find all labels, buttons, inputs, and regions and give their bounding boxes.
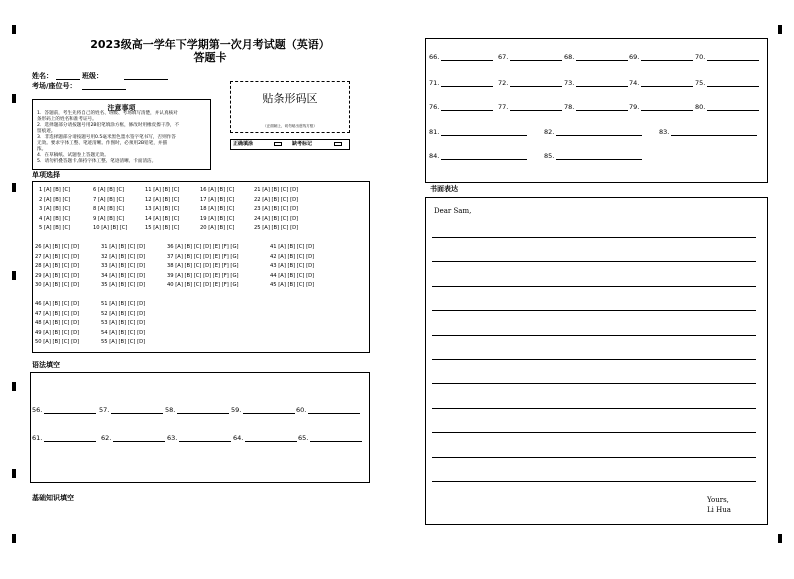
grammar-item-blank[interactable]: [44, 413, 96, 414]
basic-item-number: 68.: [564, 53, 575, 61]
basic-item-blank[interactable]: [576, 60, 628, 61]
barcode-title: 贴条形码区: [262, 92, 318, 105]
basic-item-blank[interactable]: [510, 86, 562, 87]
basic-item-blank[interactable]: [707, 110, 759, 111]
grammar-item-number: 65.: [298, 434, 309, 442]
basic-item: [695, 80, 759, 87]
mc-question[interactable]: 26 [A] [B] [C] [D]: [35, 244, 80, 250]
mc-question[interactable]: 39 [A] [B] [C] [D] [E] [F] [G]: [167, 272, 239, 279]
mc-question[interactable]: 12 [A] [B] [C]: [145, 196, 180, 203]
basic-item: [544, 153, 642, 160]
mc-question[interactable]: 20 [A] [B] [C]: [200, 225, 235, 231]
basic-item-blank[interactable]: [556, 159, 642, 160]
basic-item-number: 85.: [544, 152, 555, 160]
mc-question[interactable]: 24 [A] [B] [C] [D]: [254, 215, 299, 222]
basic-item: [629, 104, 693, 111]
basic-item: [629, 54, 693, 61]
basic-item-blank[interactable]: [441, 86, 493, 87]
notice-line: 留痕迹。: [37, 129, 56, 134]
writing-line[interactable]: [432, 359, 756, 360]
mc-question[interactable]: 45 [A] [B] [C] [D]: [270, 282, 315, 288]
basic-item: [498, 104, 562, 111]
mc-question[interactable]: 22 [A] [B] [C] [D]: [254, 196, 299, 203]
mc-question[interactable]: 42 [A] [B] [C] [D]: [270, 253, 315, 260]
mc-question[interactable]: 6 [A] [B] [C]: [93, 187, 125, 193]
basic-item-blank[interactable]: [441, 135, 527, 136]
basic-item: [564, 80, 628, 87]
mc-question[interactable]: 9 [A] [B] [C]: [93, 215, 125, 222]
grammar-item-number: 58.: [165, 406, 176, 414]
basic-item: [695, 104, 759, 111]
registration-mark: [12, 534, 16, 543]
class-field[interactable]: [124, 79, 168, 80]
grammar-item: [32, 435, 96, 442]
registration-mark: [12, 271, 16, 280]
mc-question[interactable]: 1 [A] [B] [C]: [39, 187, 71, 193]
mc-question[interactable]: 7 [A] [B] [C]: [93, 196, 125, 203]
mc-question[interactable]: 30 [A] [B] [C] [D]: [35, 282, 80, 288]
notice-line: 2．选择题部分请按题号用2B铅笔填涂方框，修改时用橡皮擦干净，不: [37, 123, 180, 128]
exam-title: 2023级高一学年下学期第一次月考试题（英语）: [90, 38, 330, 51]
basic-item-number: 66.: [429, 53, 440, 61]
registration-mark: [778, 534, 782, 543]
basic-item-number: 74.: [629, 79, 640, 87]
notice-line: 无效。要求字体工整、笔迹清晰。作图时，必须用2B铅笔，并描: [37, 141, 168, 146]
basic-item-number: 76.: [429, 103, 440, 111]
mc-question[interactable]: 11 [A] [B] [C]: [145, 187, 180, 193]
mc-question[interactable]: 48 [A] [B] [C] [D]: [35, 320, 80, 326]
fill-legend: [230, 139, 350, 150]
mc-question[interactable]: 49 [A] [B] [C] [D]: [35, 329, 80, 336]
writing-line[interactable]: [432, 432, 756, 433]
mc-question[interactable]: 33 [A] [B] [C] [D]: [101, 263, 146, 269]
writing-line[interactable]: [432, 261, 756, 262]
registration-mark: [778, 25, 782, 34]
basic-item-number: 81.: [429, 128, 440, 136]
writing-line[interactable]: [432, 457, 756, 458]
barcode-area: [230, 81, 350, 133]
grammar-item-blank[interactable]: [245, 441, 297, 442]
basic-item: [659, 129, 757, 136]
basic-item: [629, 80, 693, 87]
registration-mark: [12, 25, 16, 34]
grammar-item: [233, 435, 297, 442]
mc-question[interactable]: 17 [A] [B] [C]: [200, 196, 235, 203]
notice-title: 注意事项: [107, 104, 136, 112]
writing-line[interactable]: [432, 310, 756, 311]
correct-fill-sample: [274, 142, 282, 146]
basic-item-number: 73.: [564, 79, 575, 87]
basic-item: [429, 129, 527, 136]
basic-section-label: 基础知识填空: [32, 494, 74, 502]
basic-item-number: 71.: [429, 79, 440, 87]
basic-item-blank[interactable]: [641, 110, 693, 111]
notice-line: 1．答题前，考生先将自己的姓名、班级、考场填写清楚，并认真核对: [37, 111, 178, 116]
basic-item-number: 72.: [498, 79, 509, 87]
grammar-item: [231, 407, 295, 414]
registration-mark: [12, 183, 16, 192]
mc-question[interactable]: 54 [A] [B] [C] [D]: [101, 329, 146, 336]
basic-item: [429, 104, 493, 111]
basic-item: [429, 54, 493, 61]
answer-card-subtitle: 答题卡: [193, 51, 227, 64]
grammar-item-number: 59.: [231, 406, 242, 414]
mc-question[interactable]: 3 [A] [B] [C]: [39, 206, 71, 212]
grammar-item-number: 63.: [167, 434, 178, 442]
basic-item-blank[interactable]: [556, 135, 642, 136]
class-label: 班级：: [82, 72, 103, 80]
letter-signature: Li Hua: [707, 506, 731, 514]
barcode-instruction: （正面朝上，切勿贴出虚线方框）: [263, 124, 317, 128]
basic-item: [695, 54, 759, 61]
basic-item: [564, 54, 628, 61]
basic-item-number: 80.: [695, 103, 706, 111]
basic-item-number: 75.: [695, 79, 706, 87]
grammar-item-number: 57.: [99, 406, 110, 414]
writing-line[interactable]: [432, 408, 756, 409]
basic-item-blank[interactable]: [510, 110, 562, 111]
mc-question[interactable]: 51 [A] [B] [C] [D]: [101, 301, 146, 307]
basic-item: [498, 80, 562, 87]
basic-item-blank[interactable]: [441, 159, 527, 160]
room-seat-field[interactable]: [82, 89, 126, 90]
mc-question[interactable]: 23 [A] [B] [C] [D]: [254, 206, 299, 212]
room-seat-label: 考场/座位号：: [32, 82, 77, 90]
basic-item-number: 83.: [659, 128, 670, 136]
mc-question[interactable]: 41 [A] [B] [C] [D]: [270, 244, 315, 250]
basic-item-number: 84.: [429, 152, 440, 160]
mc-question[interactable]: 15 [A] [B] [C]: [145, 225, 180, 231]
grammar-item-blank[interactable]: [308, 413, 360, 414]
notice-line: 4．在草稿纸、试题卷上答题无效。: [37, 153, 109, 158]
grammar-item-blank[interactable]: [179, 441, 231, 442]
absent-mark-box[interactable]: [334, 142, 342, 146]
basic-item-number: 82.: [544, 128, 555, 136]
writing-section-label: 书面表达: [430, 185, 458, 193]
mc-question[interactable]: 38 [A] [B] [C] [D] [E] [F] [G]: [167, 263, 239, 269]
mc-question[interactable]: 47 [A] [B] [C] [D]: [35, 310, 80, 317]
basic-item-blank[interactable]: [641, 60, 693, 61]
basic-item-blank[interactable]: [576, 86, 628, 87]
mc-question[interactable]: 40 [A] [B] [C] [D] [E] [F] [G]: [167, 282, 239, 288]
basic-item-number: 78.: [564, 103, 575, 111]
mc-question[interactable]: 27 [A] [B] [C] [D]: [35, 253, 80, 260]
grammar-item-number: 61.: [32, 434, 43, 442]
letter-closing: Yours,: [707, 496, 729, 504]
grammar-item-blank[interactable]: [243, 413, 295, 414]
writing-section-box: [425, 197, 768, 525]
grammar-item: [99, 407, 163, 414]
grammar-item-number: 60.: [296, 406, 307, 414]
grammar-item: [167, 435, 231, 442]
basic-item-number: 79.: [629, 103, 640, 111]
basic-item: [429, 80, 493, 87]
mc-question[interactable]: 25 [A] [B] [C] [D]: [254, 225, 299, 231]
grammar-section-label: 语法填空: [32, 361, 60, 369]
name-field[interactable]: [56, 79, 80, 80]
mc-question[interactable]: 19 [A] [B] [C]: [200, 215, 235, 222]
mc-question[interactable]: 18 [A] [B] [C]: [200, 206, 235, 212]
basic-item-blank[interactable]: [641, 86, 693, 87]
mc-question[interactable]: 5 [A] [B] [C]: [39, 225, 71, 231]
basic-item-number: 70.: [695, 53, 706, 61]
mc-question[interactable]: 53 [A] [B] [C] [D]: [101, 320, 146, 326]
mc-question[interactable]: 34 [A] [B] [C] [D]: [101, 272, 146, 279]
grammar-item-blank[interactable]: [44, 441, 96, 442]
basic-item: [498, 54, 562, 61]
basic-item-number: 77.: [498, 103, 509, 111]
grammar-item-blank[interactable]: [113, 441, 165, 442]
writing-line[interactable]: [432, 335, 756, 336]
registration-mark: [12, 469, 16, 478]
mc-question[interactable]: 29 [A] [B] [C] [D]: [35, 272, 80, 279]
mc-question[interactable]: 35 [A] [B] [C] [D]: [101, 282, 146, 288]
notice-line: 5．请勿折叠答题卡,保持字体工整、笔迹清晰、卡面清洁。: [37, 159, 157, 164]
mc-question[interactable]: 28 [A] [B] [C] [D]: [35, 263, 80, 269]
registration-mark: [12, 94, 16, 103]
mc-question[interactable]: 21 [A] [B] [C] [D]: [254, 187, 299, 193]
mc-question[interactable]: 46 [A] [B] [C] [D]: [35, 301, 80, 307]
grammar-section-box: [30, 372, 370, 483]
absent-mark-label: 缺考标记: [292, 141, 313, 147]
mc-question[interactable]: 16 [A] [B] [C]: [200, 187, 235, 193]
basic-item-blank[interactable]: [707, 86, 759, 87]
basic-item-blank[interactable]: [576, 110, 628, 111]
mc-question[interactable]: 4 [A] [B] [C]: [39, 215, 71, 222]
mc-question[interactable]: 2 [A] [B] [C]: [39, 196, 71, 203]
grammar-item-blank[interactable]: [111, 413, 163, 414]
mc-question[interactable]: 44 [A] [B] [C] [D]: [270, 272, 315, 279]
basic-item: [429, 153, 527, 160]
grammar-item-number: 62.: [101, 434, 112, 442]
notice-box: [32, 99, 211, 170]
mc-question[interactable]: 52 [A] [B] [C] [D]: [101, 310, 146, 317]
mc-question[interactable]: 36 [A] [B] [C] [D] [E] [F] [G]: [167, 244, 239, 250]
notice-line: 浓。: [37, 147, 47, 152]
mc-question[interactable]: 31 [A] [B] [C] [D]: [101, 244, 146, 250]
grammar-item: [32, 407, 96, 414]
writing-line[interactable]: [432, 237, 756, 238]
basic-item: [564, 104, 628, 111]
notice-line: 条形码上的姓名和准考证号。: [37, 117, 97, 122]
basic-item: [544, 129, 642, 136]
mc-section-label: 单项选择: [32, 171, 60, 179]
basic-item-blank[interactable]: [671, 135, 757, 136]
grammar-item-blank[interactable]: [310, 441, 362, 442]
basic-item-blank[interactable]: [441, 110, 493, 111]
grammar-item-blank[interactable]: [177, 413, 229, 414]
mc-question[interactable]: 8 [A] [B] [C]: [93, 206, 125, 212]
grammar-item: [165, 407, 229, 414]
registration-mark: [12, 382, 16, 391]
writing-line[interactable]: [432, 481, 756, 482]
correct-fill-label: 正确填涂: [233, 141, 254, 147]
name-label: 姓名：: [32, 72, 53, 80]
basic-item-blank[interactable]: [441, 60, 493, 61]
mc-question[interactable]: 14 [A] [B] [C]: [145, 215, 180, 222]
mc-question[interactable]: 32 [A] [B] [C] [D]: [101, 253, 146, 260]
notice-line: 3．非选择题部分请按题号用0.5毫米黑色墨水签字笔书写，否则作答: [37, 135, 176, 140]
grammar-item: [298, 435, 362, 442]
grammar-item-number: 56.: [32, 406, 43, 414]
mc-question[interactable]: 50 [A] [B] [C] [D]: [35, 339, 80, 345]
basic-item-number: 67.: [498, 53, 509, 61]
mc-question[interactable]: 37 [A] [B] [C] [D] [E] [F] [G]: [167, 253, 239, 260]
grammar-item: [101, 435, 165, 442]
mc-question[interactable]: 10 [A] [B] [C]: [93, 225, 128, 231]
basic-item-number: 69.: [629, 53, 640, 61]
letter-greeting: Dear Sam,: [434, 207, 472, 215]
writing-line[interactable]: [432, 286, 756, 287]
grammar-item-number: 64.: [233, 434, 244, 442]
grammar-item: [296, 407, 360, 414]
mc-question[interactable]: 43 [A] [B] [C] [D]: [270, 263, 315, 269]
writing-line[interactable]: [432, 383, 756, 384]
basic-item-blank[interactable]: [510, 60, 562, 61]
mc-question[interactable]: 13 [A] [B] [C]: [145, 206, 180, 212]
basic-item-blank[interactable]: [707, 60, 759, 61]
mc-question[interactable]: 55 [A] [B] [C] [D]: [101, 339, 146, 345]
